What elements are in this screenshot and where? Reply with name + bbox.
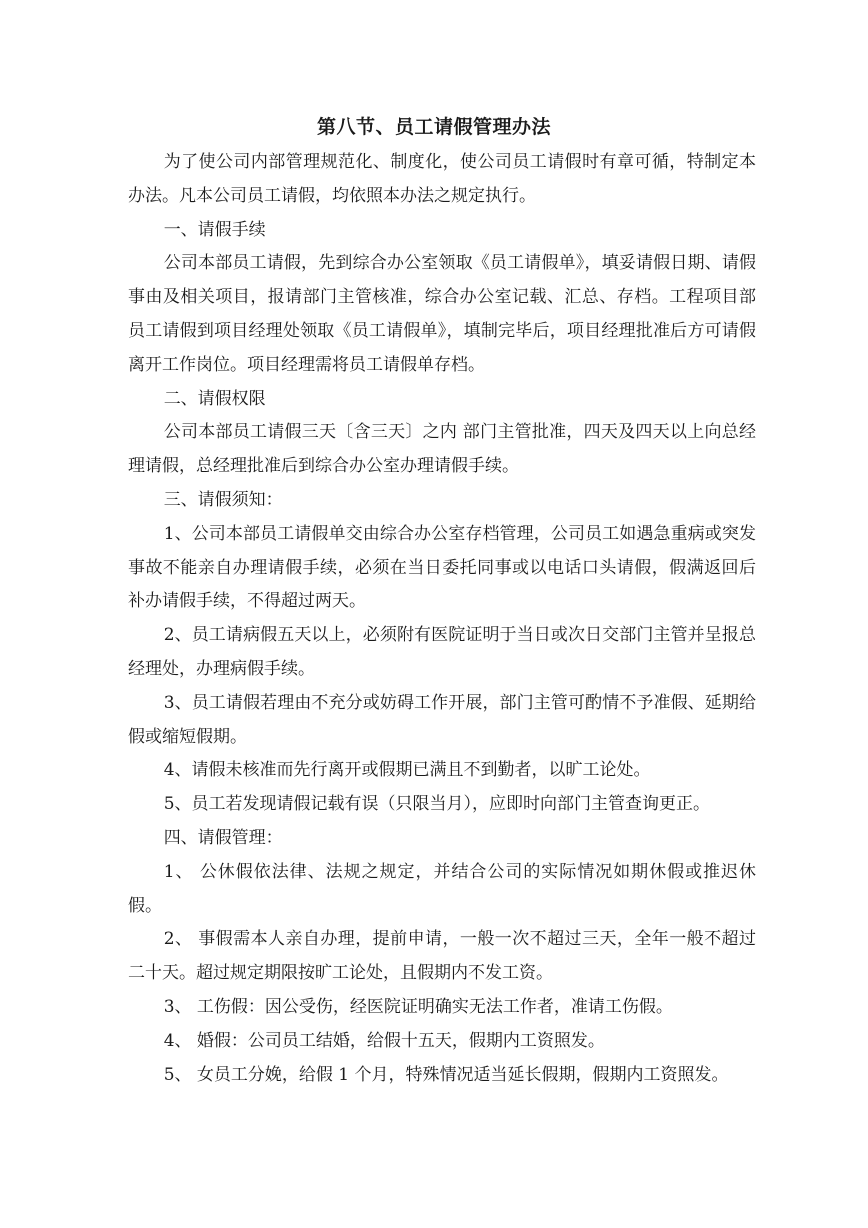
notice-item: 3、员工请假若理由不充分或妨碍工作开展，部门主管可酌情不予准假、延期给假或缩短假期。 [128, 692, 756, 747]
intro-paragraph: 为了使公司内部管理规范化、制度化，使公司员工请假时有章可循，特制定本办法。凡本公司员工请假，均依照本办法之规定执行。 [128, 152, 756, 206]
notice-item: 1、公司本部员工请假单交由综合办公室存档管理，公司员工如遇急重病或突发事故不能亲自办理请假手续，必须在当日委托同事或以电话口头请假，假满返回后补办请假手续，不得超过两天。 [128, 523, 756, 612]
section-heading-authority: 二、请假权限 [163, 388, 266, 409]
notice-item: 2、员工请病假五天以上，必须附有医院证明于当日或次日交部门主管并呈报总经理处，办理病假手续。 [128, 625, 756, 679]
document-title: 第八节、员工请假管理办法 [316, 116, 551, 138]
management-item: 3、 工伤假：因公受伤，经医院证明确实无法工作者，准请工伤假。 [163, 996, 673, 1017]
management-item: 5、 女员工分娩，给假 1 个月，特殊情况适当延长假期，假期内工资照发。 [163, 1064, 729, 1085]
management-item: 4、 婚假：公司员工结婚，给假十五天，假期内工资照发。 [163, 1030, 605, 1051]
procedure-paragraph: 公司本部员工请假，先到综合办公室领取《员工请假单》，填妥请假日期、请假事由及相关项目，报请部门主管核准，综合办公室记载、汇总、存档。工程项目部员工请假到项目经理处领取《员工请假单》，填制完毕后，项目经理批准后方可请假离开工作岗位。项目经理需将员工请假单存档。 [128, 253, 756, 375]
section-heading-notice: 三、请假须知： [163, 489, 283, 510]
section-heading-management: 四、请假管理： [163, 827, 283, 848]
management-item: 1、 公休假依法律、法规之规定，并结合公司的实际情况如期休假或推迟休假。 [128, 861, 756, 916]
notice-item: 5、员工若发现请假记载有误（只限当月），应即时向部门主管查询更正。 [163, 794, 711, 815]
document-body [128, 146, 756, 1092]
notice-item: 4、请假未核准而先行离开或假期已满且不到勤者，以旷工论处。 [163, 760, 651, 781]
authority-paragraph: 公司本部员工请假三天〔含三天〕之内 部门主管批准，四天及四天以上向总经理请假，总经理批准后到综合办公室办理请假手续。 [128, 422, 756, 477]
section-heading-procedure: 一、请假手续 [163, 219, 266, 240]
management-item: 2、 事假需本人亲自办理，提前申请，一般一次不超过三天，全年一般不超过二十天。超过规定期限按旷工论处，且假期内不发工资。 [128, 929, 756, 984]
